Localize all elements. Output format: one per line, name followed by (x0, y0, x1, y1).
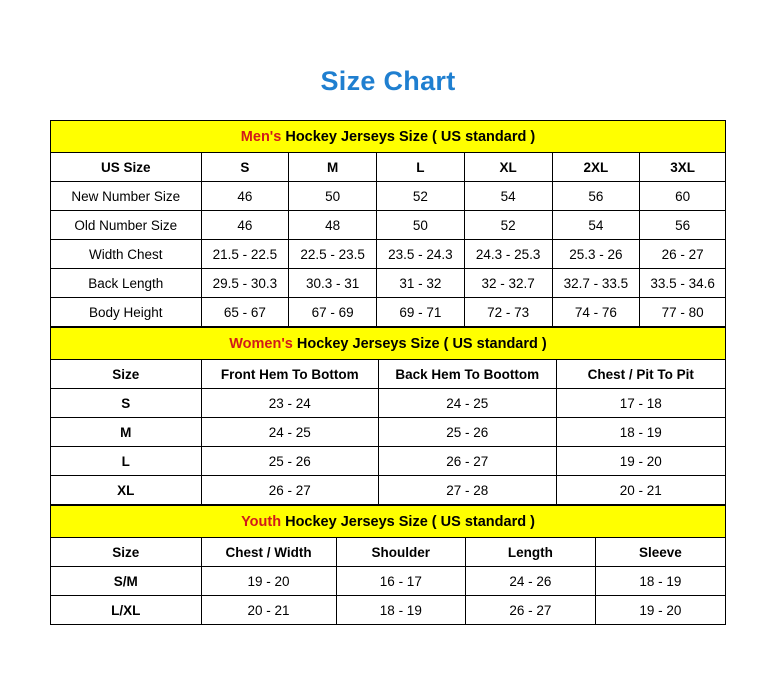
womens-table-block (50, 327, 726, 505)
youth-section-heading-row (51, 506, 726, 538)
womens-row-3-c1: 26 - 27 (201, 476, 379, 505)
mens-row-1-c1: 46 (201, 211, 289, 240)
youth-heading-rest: Hockey Jerseys Size ( US standard ) (281, 513, 535, 530)
womens-col-3: Chest / Pit To Pit (556, 360, 725, 389)
youth-row-0-c2: 16 - 17 (336, 567, 466, 596)
youth-column-header-row (51, 538, 726, 567)
mens-row-4-c1: 65 - 67 (201, 298, 289, 327)
mens-row-3-c6: 33.5 - 34.6 (640, 269, 726, 298)
youth-row-1-c1: 20 - 21 (201, 596, 336, 625)
mens-row-0-c2: 50 (289, 182, 377, 211)
table-row (51, 269, 726, 298)
womens-col-2: Back Hem To Boottom (379, 360, 557, 389)
womens-row-2-c1: 25 - 26 (201, 447, 379, 476)
youth-col-2: Shoulder (336, 538, 466, 567)
youth-row-1-c2: 18 - 19 (336, 596, 466, 625)
mens-table-block (50, 120, 726, 327)
youth-table-block (50, 505, 726, 625)
mens-heading-accent: Men's (240, 128, 282, 145)
mens-heading-rest: Hockey Jerseys Size ( US standard ) (281, 128, 536, 145)
youth-col-4: Sleeve (595, 538, 725, 567)
mens-row-4-c3: 69 - 71 (377, 298, 465, 327)
womens-row-1-c1: 24 - 25 (201, 418, 379, 447)
womens-col-0: Size (51, 360, 202, 389)
youth-col-0: Size (51, 538, 202, 567)
table-row (51, 596, 726, 625)
table-row (51, 211, 726, 240)
mens-row-2-c1: 21.5 - 22.5 (201, 240, 289, 269)
mens-row-1-label: Old Number Size (51, 211, 202, 240)
womens-row-0-c1: 23 - 24 (201, 389, 379, 418)
youth-row-1-c4: 19 - 20 (595, 596, 725, 625)
mens-col-6: 3XL (640, 153, 726, 182)
womens-row-0-label: S (51, 389, 202, 418)
page-title: Size Chart (320, 66, 456, 96)
mens-row-1-c2: 48 (289, 211, 377, 240)
mens-row-4-c6: 77 - 80 (640, 298, 726, 327)
table-row (51, 298, 726, 327)
womens-row-3-label: XL (51, 476, 202, 505)
mens-row-2-c4: 24.3 - 25.3 (464, 240, 552, 269)
size-tables (50, 120, 726, 625)
mens-col-0: US Size (51, 153, 202, 182)
table-row (51, 447, 726, 476)
mens-section-heading (51, 121, 726, 153)
mens-row-1-c4: 52 (464, 211, 552, 240)
youth-section-heading (51, 506, 726, 538)
womens-row-2-label: L (51, 447, 202, 476)
mens-row-2-label: Width Chest (51, 240, 202, 269)
womens-row-2-c2: 26 - 27 (379, 447, 557, 476)
youth-col-3: Length (466, 538, 596, 567)
mens-col-5: 2XL (552, 153, 640, 182)
womens-row-3-c3: 20 - 21 (556, 476, 725, 505)
mens-row-3-c4: 32 - 32.7 (464, 269, 552, 298)
mens-size-table (50, 120, 726, 327)
mens-row-3-c3: 31 - 32 (377, 269, 465, 298)
womens-section-heading-row (51, 328, 726, 360)
womens-row-0-c3: 17 - 18 (556, 389, 725, 418)
mens-row-4-c4: 72 - 73 (464, 298, 552, 327)
mens-row-1-c6: 56 (640, 211, 726, 240)
mens-row-1-c3: 50 (377, 211, 465, 240)
womens-heading-rest: Hockey Jerseys Size ( US standard ) (292, 335, 547, 352)
youth-size-table (50, 505, 726, 625)
mens-row-2-c6: 26 - 27 (640, 240, 726, 269)
womens-row-0-c2: 24 - 25 (379, 389, 557, 418)
womens-row-1-c3: 18 - 19 (556, 418, 725, 447)
mens-row-3-c5: 32.7 - 33.5 (552, 269, 640, 298)
womens-column-header-row (51, 360, 726, 389)
mens-row-2-c3: 23.5 - 24.3 (377, 240, 465, 269)
mens-row-2-c5: 25.3 - 26 (552, 240, 640, 269)
mens-column-header-row (51, 153, 726, 182)
mens-col-1: S (201, 153, 289, 182)
mens-row-4-c5: 74 - 76 (552, 298, 640, 327)
mens-row-3-c1: 29.5 - 30.3 (201, 269, 289, 298)
mens-row-0-c5: 56 (552, 182, 640, 211)
mens-row-0-label: New Number Size (51, 182, 202, 211)
mens-row-0-c6: 60 (640, 182, 726, 211)
table-row (51, 476, 726, 505)
mens-row-2-c2: 22.5 - 23.5 (289, 240, 377, 269)
womens-heading-accent: Women's (229, 335, 293, 352)
table-row (51, 418, 726, 447)
mens-row-4-label: Body Height (51, 298, 202, 327)
womens-row-1-c2: 25 - 26 (379, 418, 557, 447)
mens-col-2: M (289, 153, 377, 182)
mens-row-0-c4: 54 (464, 182, 552, 211)
mens-row-3-label: Back Length (51, 269, 202, 298)
youth-row-0-c1: 19 - 20 (201, 567, 336, 596)
youth-row-0-c4: 18 - 19 (595, 567, 725, 596)
womens-section-heading (51, 328, 726, 360)
table-row (51, 240, 726, 269)
womens-row-2-c3: 19 - 20 (556, 447, 725, 476)
youth-row-0-c3: 24 - 26 (466, 567, 596, 596)
mens-row-3-c2: 30.3 - 31 (289, 269, 377, 298)
table-row (51, 182, 726, 211)
youth-col-1: Chest / Width (201, 538, 336, 567)
mens-section-heading-row (51, 121, 726, 153)
table-row (51, 567, 726, 596)
mens-row-0-c3: 52 (377, 182, 465, 211)
youth-row-1-label: L/XL (51, 596, 202, 625)
mens-row-4-c2: 67 - 69 (289, 298, 377, 327)
youth-row-1-c3: 26 - 27 (466, 596, 596, 625)
mens-row-1-c5: 54 (552, 211, 640, 240)
youth-row-0-label: S/M (51, 567, 202, 596)
mens-col-3: L (377, 153, 465, 182)
womens-size-table (50, 327, 726, 505)
mens-row-0-c1: 46 (201, 182, 289, 211)
youth-heading-accent: Youth (241, 513, 282, 530)
mens-col-4: XL (464, 153, 552, 182)
table-row (51, 389, 726, 418)
womens-col-1: Front Hem To Bottom (201, 360, 379, 389)
womens-row-3-c2: 27 - 28 (379, 476, 557, 505)
womens-row-1-label: M (51, 418, 202, 447)
